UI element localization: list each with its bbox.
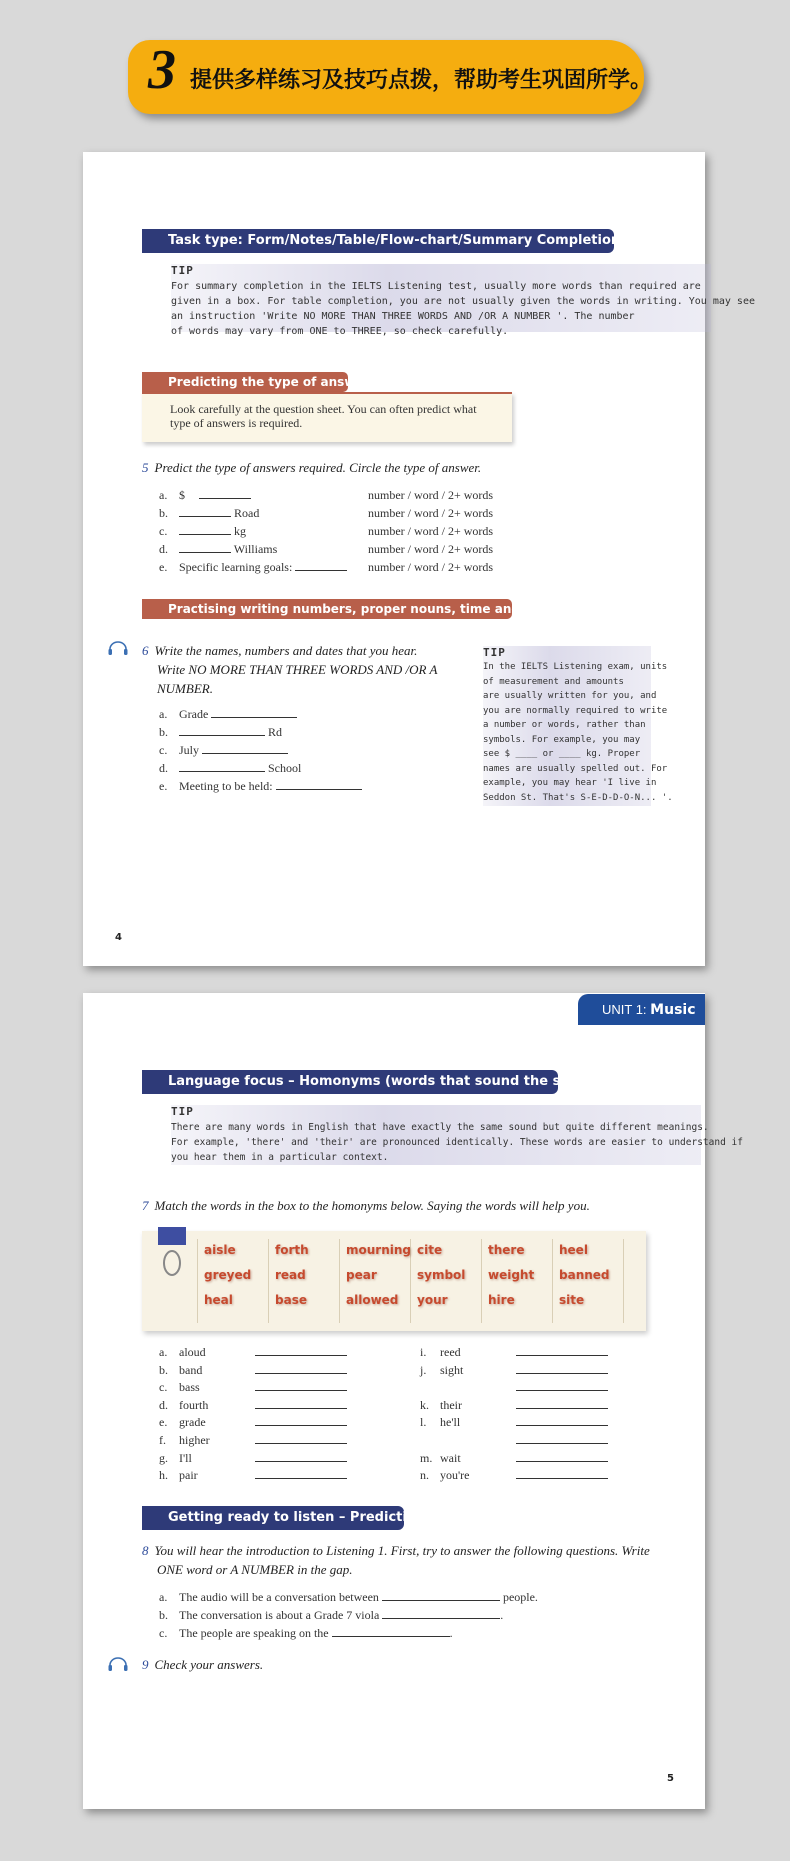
tip-line: of words may vary from ONE to THREE, so check carefully.: [171, 326, 509, 337]
tip-line: an instruction 'Write NO MORE THAN THREE WORDS AND /OR A NUMBER '. The number: [171, 311, 635, 322]
q8-item: a. The audio will be a conversation between people.: [159, 1590, 538, 1604]
item-letter: c.: [159, 1380, 168, 1395]
unit-title: Music: [650, 1002, 696, 1018]
item-word: their: [440, 1397, 462, 1412]
homonym-item: [420, 1415, 608, 1430]
answer-blank[interactable]: [255, 1398, 347, 1409]
word-box-item: there: [488, 1243, 525, 1257]
item-word: grade: [179, 1415, 206, 1430]
tip-line: For example, 'there' and 'their' are pronounced identically. These words are easier to understand if: [171, 1137, 743, 1148]
tip-label: TIP: [171, 264, 194, 277]
answer-blank[interactable]: [255, 1345, 347, 1356]
predict-text: Look carefully at the question sheet. You can often predict what: [170, 402, 477, 416]
homonym-item: [159, 1433, 347, 1448]
predict-box: [142, 392, 512, 442]
question-number: 6: [142, 643, 149, 658]
q5-item: e. Specific learning goals:: [159, 560, 347, 575]
page-number: 4: [115, 932, 122, 943]
item-letter: k.: [420, 1397, 429, 1412]
word-box-item: symbol: [417, 1268, 466, 1282]
question-number: 8: [142, 1543, 149, 1558]
item-word: sight: [440, 1362, 464, 1377]
answer-blank[interactable]: [516, 1398, 608, 1409]
homonym-item: [159, 1468, 347, 1483]
homonym-item: [420, 1380, 608, 1395]
q5-choice: number / word / 2+ words: [368, 506, 494, 520]
item-letter: m.: [420, 1450, 433, 1465]
answer-blank[interactable]: [255, 1451, 347, 1462]
question-text: NUMBER.: [157, 681, 213, 696]
word-box-item: hire: [488, 1293, 515, 1307]
homonym-item: [420, 1433, 608, 1448]
homonym-item: [420, 1468, 608, 1483]
answer-blank[interactable]: [516, 1363, 608, 1374]
q6-item: e. Meeting to be held:: [159, 779, 362, 794]
q8-item: b. The conversation is about a Grade 7 viola .: [159, 1608, 504, 1622]
homonym-item: [420, 1345, 608, 1360]
question-text: Match the words in the box to the homonyms below. Saying the words will help you.: [154, 1198, 590, 1213]
binder-clip-icon: [158, 1227, 186, 1279]
q5-item: a. $: [159, 488, 251, 503]
promo-banner: [128, 39, 653, 114]
item-word: fourth: [179, 1397, 209, 1412]
word-box-item: heel: [559, 1243, 588, 1257]
tip-line: given in a box. For table completion, you are not usually given the words in writing. You may see: [171, 296, 755, 307]
practising-heading: Practising writing numbers, proper nouns, time and dates: [142, 599, 512, 619]
headset-icon: [107, 1656, 129, 1672]
homonym-item: [159, 1451, 347, 1466]
predicting-heading: Predicting the type of answer: [142, 372, 348, 392]
answer-blank[interactable]: [255, 1415, 347, 1426]
answer-blank[interactable]: [255, 1433, 347, 1444]
page-4: [83, 152, 755, 966]
tip-line: Seddon St. That's S-E-D-D-O-N... '.: [483, 792, 673, 803]
tip-line: are usually written for you, and: [483, 691, 657, 701]
item-letter: n.: [420, 1468, 429, 1483]
answer-blank[interactable]: [255, 1363, 347, 1374]
word-box-item: pear: [346, 1268, 377, 1282]
item-letter: h.: [159, 1468, 168, 1483]
item-letter: d.: [159, 1397, 168, 1412]
item-letter: a.: [159, 1345, 168, 1359]
word-box: [142, 1231, 646, 1331]
tip-line: a number or words, rather than: [483, 720, 646, 730]
item-word: wait: [440, 1450, 461, 1465]
unit-prefix: UNIT 1:: [602, 1002, 651, 1017]
question-text: Check your answers.: [154, 1657, 264, 1672]
question-number: 5: [142, 460, 149, 475]
word-box-item: cite: [417, 1243, 443, 1257]
item-letter: g.: [159, 1450, 168, 1465]
q5-choice: number / word / 2+ words: [368, 524, 494, 538]
word-box-item: mourning: [346, 1243, 411, 1257]
question-text: You will hear the introduction to Listening 1. First, try to answer the following questions. Write: [154, 1543, 650, 1558]
q5-item: c. kg: [159, 524, 246, 538]
tip-line: symbols. For example, you may: [483, 734, 641, 745]
question-8: [142, 1541, 650, 1579]
answer-blank[interactable]: [516, 1451, 608, 1462]
question-9: [142, 1657, 263, 1673]
q5-item: d. Williams: [159, 542, 278, 556]
word-box-item: allowed: [346, 1293, 399, 1307]
tip-box-1: [171, 264, 755, 337]
q5-choice: number / word / 2+ words: [368, 542, 494, 556]
word-box-item: heal: [204, 1293, 233, 1307]
predict-text: type of answers is required.: [170, 416, 303, 430]
headset-icon: [107, 640, 129, 656]
language-focus-heading: Language focus – Homonyms (words that sound the same): [142, 1070, 558, 1094]
word-box-item: forth: [275, 1243, 309, 1257]
q6-item: c. July: [159, 743, 288, 758]
homonym-item: [420, 1398, 608, 1413]
answer-blank[interactable]: [516, 1468, 608, 1479]
item-letter: i.: [420, 1345, 427, 1359]
question-6: [142, 641, 437, 698]
question-number: 9: [142, 1657, 149, 1672]
tip-box-3: [171, 1105, 743, 1165]
tip-line: For summary completion in the IELTS Listening test, usually more words than required are: [171, 281, 701, 292]
q6-item: d. School: [159, 761, 302, 775]
task-type-heading: Task type: Form/Notes/Table/Flow-chart/Summary Completion: [142, 229, 614, 253]
page-5: [83, 993, 743, 1809]
q8-item: c. The people are speaking on the .: [159, 1626, 453, 1640]
answer-blank[interactable]: [255, 1468, 347, 1479]
tip-line: example, you may hear 'I live in: [483, 778, 657, 788]
homonym-item: [159, 1363, 347, 1378]
item-word: aloud: [179, 1345, 206, 1359]
item-letter: l.: [420, 1415, 427, 1430]
q6-item: a. Grade: [159, 707, 297, 722]
item-word: band: [179, 1362, 203, 1377]
item-letter: b.: [159, 1362, 168, 1377]
homonym-item: [420, 1363, 608, 1378]
page-number: 5: [667, 1773, 674, 1784]
tip-line: of measurement and amounts: [483, 676, 624, 687]
homonym-item: [159, 1415, 347, 1430]
item-word: bass: [179, 1380, 200, 1395]
tip-label: TIP: [483, 646, 506, 659]
item-word: he'll: [440, 1415, 461, 1430]
tip-line: you hear them in a particular context.: [171, 1152, 389, 1163]
tip-line: see $ ____ or ____ kg. Proper: [483, 749, 641, 759]
question-text: Write the names, numbers and dates that you hear.: [154, 643, 418, 658]
homonym-item: [159, 1398, 347, 1413]
tip-line: In the IELTS Listening exam, units: [483, 662, 668, 672]
tip-line: names are usually spelled out. For: [483, 763, 668, 774]
question-5: [142, 460, 481, 476]
item-word: reed: [440, 1345, 461, 1359]
word-box-item: greyed: [204, 1268, 252, 1282]
item-word: pair: [179, 1468, 198, 1483]
tip-label: TIP: [171, 1105, 194, 1118]
word-box-item: site: [559, 1293, 585, 1307]
word-box-item: banned: [559, 1268, 610, 1282]
item-word: you're: [440, 1468, 470, 1483]
word-box-item: read: [275, 1268, 306, 1282]
word-box-item: base: [275, 1293, 307, 1307]
unit-tab: [578, 994, 705, 1025]
question-7: [142, 1198, 590, 1214]
answer-blank[interactable]: [516, 1345, 608, 1356]
item-letter: e.: [159, 1415, 168, 1430]
answer-blank[interactable]: [255, 1380, 347, 1391]
item-word: higher: [179, 1433, 210, 1447]
tip-line: There are many words in English that have exactly the same sound but quite different meanings.: [171, 1122, 709, 1133]
answer-blank[interactable]: [516, 1415, 608, 1426]
banner-text: 提供多样练习及技巧点拨，帮助考生巩固所学。: [190, 68, 653, 93]
question-text: ONE word or A NUMBER in the gap.: [157, 1562, 353, 1577]
item-letter: f.: [159, 1433, 166, 1447]
answer-blank[interactable]: [516, 1380, 608, 1391]
tip-box-2: [483, 646, 673, 806]
item-word: I'll: [179, 1450, 192, 1465]
banner-number: 3: [148, 39, 176, 101]
question-text: Write NO MORE THAN THREE WORDS AND /OR A: [157, 662, 438, 677]
getting-ready-heading: Getting ready to listen – Prediction: [142, 1506, 404, 1530]
q5-choice: number / word / 2+ words: [368, 488, 494, 502]
word-box-item: aisle: [204, 1243, 236, 1257]
item-letter: j.: [420, 1362, 427, 1377]
word-box-item: your: [417, 1293, 448, 1307]
homonym-item: [420, 1451, 608, 1466]
homonym-item: [159, 1380, 347, 1395]
q5-item: b. Road: [159, 506, 260, 520]
tip-line: you are normally required to write: [483, 705, 668, 716]
question-number: 7: [142, 1198, 149, 1213]
q6-item: b. Rd: [159, 725, 283, 739]
question-text: Predict the type of answers required. Circle the type of answer.: [154, 460, 482, 475]
homonym-item: [159, 1345, 347, 1360]
word-box-item: weight: [488, 1268, 535, 1282]
answer-blank[interactable]: [516, 1433, 608, 1444]
q5-choice: number / word / 2+ words: [368, 560, 494, 574]
